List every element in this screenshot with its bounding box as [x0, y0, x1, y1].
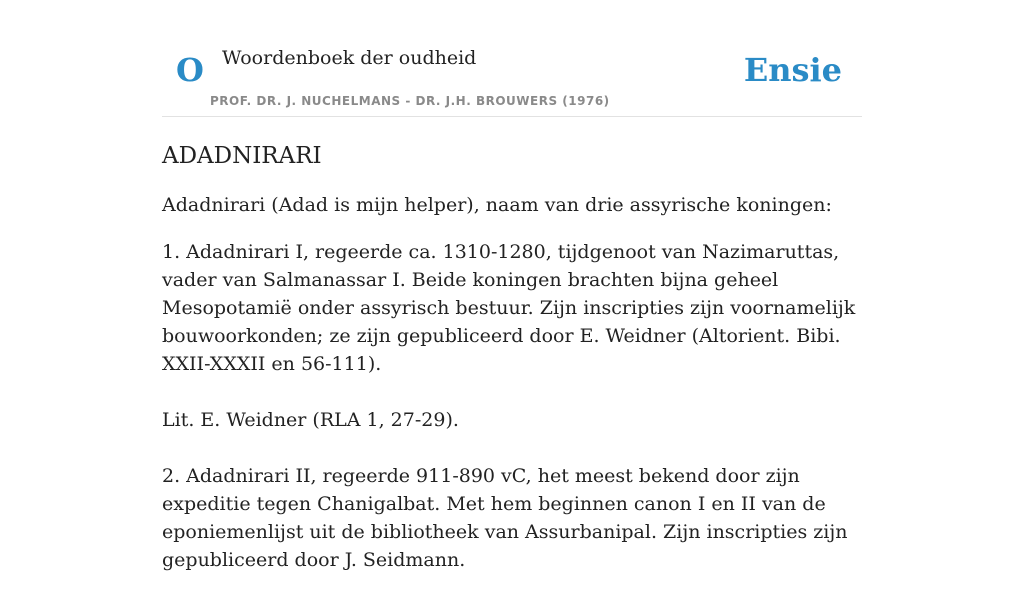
- entry-literature-paragraph: Lit. E. Weidner (RLA 1, 27-29).: [162, 409, 459, 431]
- entry-paragraph-king-1: 1. Adadnirari I, regeerde ca. 1310-1280, tijdgenoot van Nazimaruttas, vader van Salmanassar I. Beide koningen brachten bijna geheel Mesopotamië onder assyrisch bestuur. Zijn inscripties zijn voornamelijk bouwoorkonden; ze zijn gepubliceerd door E. Weidner (Altorient. Bibi. XXII-XXXII en 56-111).: [162, 241, 856, 375]
- entry-title: ADADNIRARI: [162, 143, 322, 169]
- entry-body: [162, 191, 862, 574]
- header: [162, 0, 862, 117]
- book-title[interactable]: Woordenboek der oudheid: [222, 47, 477, 69]
- letter-badge[interactable]: O: [176, 51, 204, 89]
- entry-intro-paragraph: Adadnirari (Adad is mijn helper), naam van drie assyrische koningen:: [162, 194, 832, 216]
- book-authors: PROF. DR. J. NUCHELMANS - DR. J.H. BROUWERS (1976): [210, 94, 610, 108]
- ensie-logo-link[interactable]: Ensie: [743, 51, 842, 89]
- page-container: [162, 0, 862, 593]
- entry-paragraph-king-2: 2. Adadnirari II, regeerde 911-890 vC, het meest bekend door zijn expeditie tegen Chanigalbat. Met hem beginnen canon I en II van de eponiemenlijst uit de bibliotheek van Assurbanipal. Zijn inscripties zijn gepubliceerd door J. Seidmann.: [162, 465, 848, 571]
